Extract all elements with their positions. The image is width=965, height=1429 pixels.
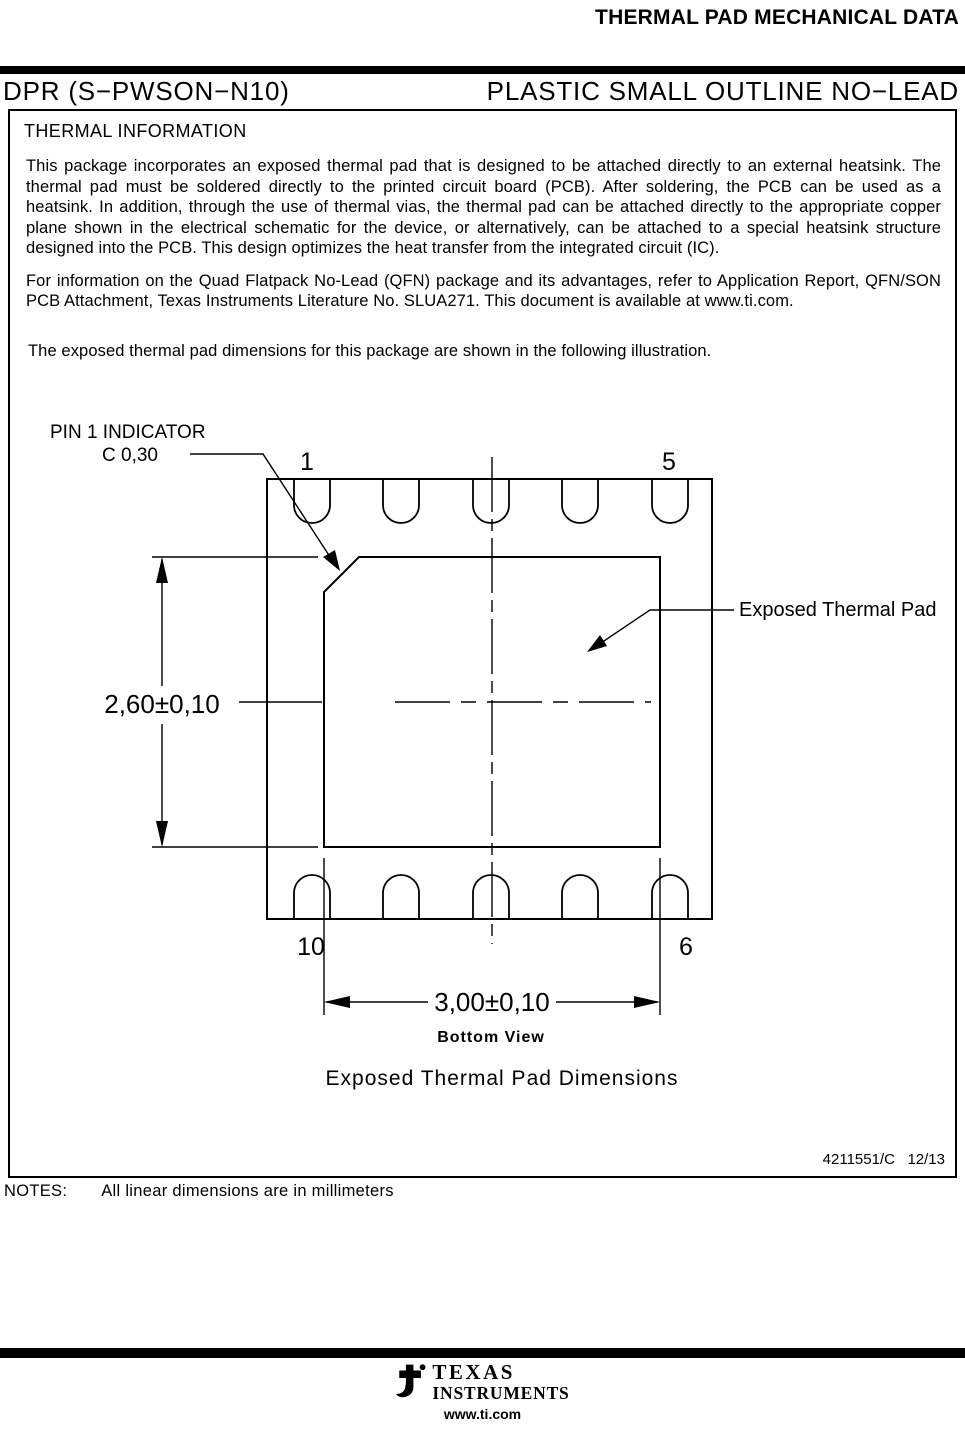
drawing-frame bbox=[8, 109, 957, 1178]
ti-logo-row bbox=[395, 1362, 569, 1403]
pin-3-pad bbox=[473, 480, 509, 523]
pin1-indicator-label: PIN 1 INDICATOR bbox=[50, 422, 206, 443]
chamfer-dimension-text: C 0,30 bbox=[102, 445, 158, 466]
ti-wordmark bbox=[432, 1362, 569, 1403]
pin-number-6: 6 bbox=[679, 933, 693, 961]
ti-bug-icon bbox=[395, 1362, 425, 1399]
bottom-pins bbox=[294, 875, 688, 918]
pin-2-pad bbox=[383, 480, 419, 523]
drawing-number: 4211551/C 12/13 bbox=[822, 1151, 945, 1168]
pin1-indicator-callout bbox=[50, 422, 340, 571]
arrow-down-icon bbox=[156, 821, 168, 847]
package-outline bbox=[267, 479, 712, 919]
pin-number-10: 10 bbox=[297, 933, 325, 961]
notes bbox=[4, 1182, 394, 1201]
arrow-right-icon bbox=[634, 996, 660, 1008]
thermal-info-paragraph-3: The exposed thermal pad dimensions for this package are shown in the following illustration. bbox=[28, 341, 712, 360]
arrow-left-icon bbox=[324, 996, 350, 1008]
pin-4-pad bbox=[562, 480, 598, 523]
pin-7-pad bbox=[562, 875, 598, 918]
bottom-divider bbox=[0, 1348, 965, 1358]
ti-logo bbox=[395, 1362, 569, 1422]
width-dimension-text: 3,00±0,10 bbox=[434, 987, 550, 1017]
thermal-pad-leader-arrow-icon bbox=[587, 635, 607, 652]
thermal-pad-label: Exposed Thermal Pad bbox=[739, 599, 937, 621]
height-dimension-text: 2,60±0,10 bbox=[104, 689, 220, 719]
pin1-leader-arrow-icon bbox=[323, 550, 340, 571]
thermal-info-paragraph-1: This package incorporates an exposed thermal pad that is designed to be attached directly to an external heatsink. The thermal pad must be soldered directly to the printed circuit board (PCB). After soldering, the PCB can be used as a heatsink. In addition, through the use of thermal vias, the thermal pad can be attached directly to the appropriate copper plane shown in the electrical schematic for the device, or alternatively, can be attached to a special heatsink structure designed into the PCB. This design optimizes the heat transfer from the integrated circuit (IC). bbox=[26, 157, 941, 257]
pin-5-pad bbox=[652, 480, 688, 523]
ti-wordmark-line2: INSTRUMENTS bbox=[432, 1383, 570, 1403]
section-title: THERMAL INFORMATION bbox=[24, 121, 247, 141]
pin-6-pad bbox=[652, 875, 688, 918]
package-type: PLASTIC SMALL OUTLINE NO−LEAD bbox=[486, 76, 959, 106]
top-pins bbox=[294, 480, 688, 523]
page-title: THERMAL PAD MECHANICAL DATA bbox=[595, 6, 959, 29]
thermal-pad-drawing bbox=[10, 414, 955, 1114]
top-divider bbox=[0, 66, 965, 74]
notes-label: NOTES: bbox=[4, 1182, 68, 1200]
pin-number-1: 1 bbox=[300, 448, 314, 476]
arrow-up-icon bbox=[156, 557, 168, 583]
package-header bbox=[3, 76, 959, 107]
ti-wordmark-line1: TEXAS bbox=[432, 1360, 515, 1384]
package-diagram bbox=[10, 414, 955, 1114]
diagram-caption: Exposed Thermal Pad Dimensions bbox=[325, 1067, 679, 1090]
view-label: Bottom View bbox=[437, 1029, 545, 1046]
thermal-pad-callout bbox=[587, 599, 937, 652]
pin-8-pad bbox=[473, 875, 509, 918]
pin-9-pad bbox=[383, 875, 419, 918]
pin-1-pad bbox=[294, 480, 330, 523]
notes-text: All linear dimensions are in millimeters bbox=[101, 1182, 394, 1200]
thermal-pad-leader-line bbox=[595, 610, 734, 647]
package-code: DPR (S−PWSON−N10) bbox=[3, 76, 290, 106]
pin-number-5: 5 bbox=[662, 448, 676, 476]
ti-website: www.ti.com bbox=[443, 1405, 522, 1422]
thermal-info-paragraph-2: For information on the Quad Flatpack No-Lead (QFN) package and its advantages, refer to Application Report, QFN/SON PCB Attachment, Texas Instruments Literature No. SLUA271. This document is available at www.ti.com. bbox=[26, 271, 941, 310]
